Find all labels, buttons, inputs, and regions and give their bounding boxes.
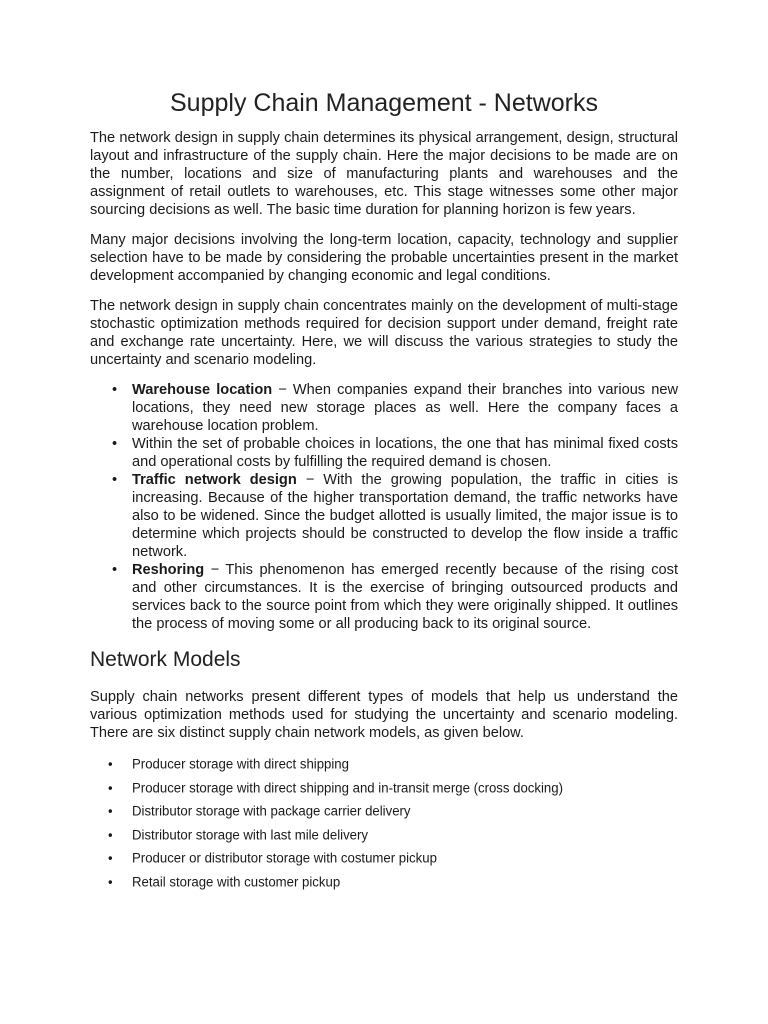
paragraph-strategies-intro: The network design in supply chain concentrates mainly on the development of multi-stage stochastic optimization methods required for decision support under demand, freight rate and exchange rate uncertainty. Here, we will discuss the various strategies to study the uncertainty and scenario modeling. (90, 298, 678, 368)
list-item-term: Warehouse location (132, 382, 273, 398)
list-item (90, 381, 678, 435)
list-item-term: Traffic network design (132, 472, 297, 488)
bullet-icon: • (112, 382, 118, 398)
document-page (90, 88, 678, 897)
bullet-icon: • (108, 803, 113, 819)
list-item (90, 874, 678, 891)
paragraph-decisions: Many major decisions involving the long-term location, capacity, technology and supplier selection have to be made by considering the probable uncertainties present in the market development accompanied by changing economic and legal conditions. (90, 232, 678, 284)
list-item-text: − This phenomenon has emerged recently because of the rising cost and other circumstances. It is the exercise of bringing outsourced products and services back to the source point from which they were originally shipped. It outlines the process of moving some or all producing back to its original source. (132, 562, 678, 632)
bullet-icon: • (108, 850, 113, 866)
list-item (90, 471, 678, 561)
bullet-icon: • (112, 436, 118, 452)
list-item-text: Distributor storage with last mile delivery (132, 826, 368, 843)
list-item-text: Within the set of probable choices in locations, the one that has minimal fixed costs and operational costs by fulfilling the required demand is chosen. (132, 436, 678, 470)
list-item (90, 756, 678, 773)
bullet-icon: • (108, 826, 113, 843)
list-item (90, 561, 678, 633)
paragraph-models-intro: Supply chain networks present different types of models that help us understand the various optimization methods used for studying the uncertainty and scenario modeling. There are six distinct supply chain network models, as given below. (90, 689, 678, 741)
list-item-text: − When companies expand their branches into various new locations, they need new storage places as well. Here the company faces a warehouse location problem. (132, 382, 678, 434)
page-title: Supply Chain Management - Networks (170, 89, 598, 117)
list-item-term: Reshoring (132, 562, 205, 578)
network-models-list (90, 756, 678, 890)
paragraph-intro: The network design in supply chain determines its physical arrangement, design, structural layout and infrastructure of the supply chain. Here the major decisions to be made are on the number, locations and size of manufacturing plants and warehouses and the assignment of retail outlets to warehouses, etc. This stage witnesses some other major sourcing decisions as well. The basic time duration for planning horizon is few years. (90, 130, 678, 218)
bullet-icon: • (112, 472, 118, 488)
list-item (90, 850, 678, 867)
list-item-text: − With the growing population, the traffic in cities is increasing. Because of the higher transportation demand, the traffic networks have also to be widened. Since the budget allotted is usually limited, the major issue is to determine which projects should be constructed to develop the flow inside a traffic network. (132, 472, 678, 560)
list-item-text: Retail storage with customer pickup (132, 873, 341, 890)
bullet-icon: • (108, 779, 113, 796)
list-item (90, 827, 678, 844)
list-item-text: Producer or distributor storage with costumer pickup (132, 850, 437, 866)
list-item (90, 435, 678, 471)
list-item (90, 803, 678, 820)
list-item-text: Distributor storage with package carrier delivery (132, 803, 411, 819)
strategy-list (90, 381, 678, 633)
list-item-text: Producer storage with direct shipping (132, 756, 349, 772)
list-item-text: Producer storage with direct shipping and in-transit merge (cross docking) (132, 779, 563, 796)
bullet-icon: • (112, 562, 118, 578)
list-item (90, 780, 678, 797)
bullet-icon: • (108, 756, 113, 772)
section-heading: Network Models (90, 648, 241, 671)
bullet-icon: • (108, 873, 113, 890)
